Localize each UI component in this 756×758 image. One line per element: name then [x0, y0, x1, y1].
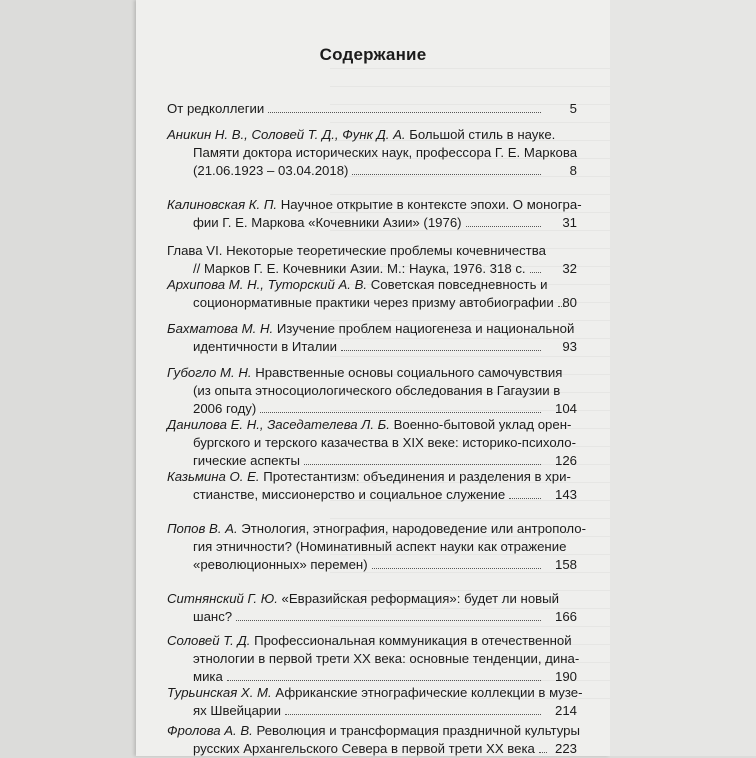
toc-entry-line: [167, 702, 577, 720]
toc-page-number: 80: [562, 294, 577, 310]
page-title: Содержание: [319, 45, 427, 64]
toc-entry-author: Попов В. А.: [167, 521, 238, 536]
toc-entry: [167, 416, 577, 469]
toc-entry-line: [167, 486, 577, 504]
toc-entry-line: [167, 668, 577, 686]
toc-entry-line: [167, 740, 577, 758]
dot-leader: [341, 349, 541, 351]
toc-entry-text: Военно-бытовой уклад орен-: [389, 417, 572, 432]
dot-leader: [530, 271, 541, 273]
toc-page-number: 214: [554, 702, 577, 718]
toc-entry-author: Соловей Т. Д.: [167, 633, 251, 648]
dot-leader: [509, 497, 541, 499]
dot-leader: [227, 679, 541, 681]
toc-entry-text: Нравственные основы социального самочувствия: [251, 365, 563, 380]
toc-entry-text: бургского и терского казачества в XIX веке: историко-психоло-: [193, 434, 576, 450]
toc-entry-line: [167, 590, 577, 608]
toc-page-number: 166: [554, 608, 577, 624]
toc-entry-text: Памяти доктора исторических наук, профессора Г. Е. Маркова: [193, 144, 578, 160]
toc-page-number: 158: [554, 556, 577, 572]
toc-entry: [167, 242, 577, 278]
toc-entry-line: [167, 126, 577, 144]
dot-leader: [466, 225, 541, 227]
toc-page-number: 104: [554, 400, 577, 416]
toc-entry-text: ях Швейцарии: [193, 702, 281, 718]
toc-entry-text: «Евразийская реформация»: будет ли новый: [277, 591, 559, 606]
toc-entry-line: [167, 196, 582, 214]
toc-entry-text: (21.06.1923 – 03.04.2018): [193, 162, 349, 178]
toc-entry-author: Данилова Е. Н., Заседателева Л. Б.: [167, 417, 390, 432]
toc-entry-line: [167, 260, 577, 278]
toc-entry-text: фии Г. Е. Маркова «Кочевники Азии» (1976): [193, 214, 462, 230]
toc-entry-line: [167, 538, 577, 556]
toc-entry: [167, 276, 577, 312]
dot-leader: [260, 411, 541, 413]
toc-entry-line: [167, 242, 577, 260]
toc-entry: [167, 320, 577, 356]
toc-entry-line: [167, 320, 577, 338]
toc-entry-line: [167, 468, 577, 486]
toc-entry: [167, 100, 577, 118]
toc-entry-author: Бахматова М. Н.: [167, 321, 274, 336]
toc-entry-line: [167, 214, 577, 232]
dot-leader: [539, 751, 547, 753]
toc-entry-text: Глава VI. Некоторые теоретические проблемы кочевничества: [167, 243, 546, 258]
toc-entry-line: [167, 416, 577, 434]
toc-entry-author: Ситнянский Г. Ю.: [167, 591, 278, 606]
toc-entry: [167, 364, 577, 417]
toc-entry-author: Калиновская К. П.: [167, 197, 278, 212]
toc-entry-line: [167, 632, 577, 650]
toc-page-number: 93: [562, 338, 577, 354]
toc-page-number: 8: [569, 162, 577, 178]
toc-entry-line: [167, 452, 577, 470]
toc-entry: [167, 468, 577, 504]
toc-entry-text: // Марков Г. Е. Кочевники Азии. М.: Наука, 1976. 318 с.: [193, 260, 526, 276]
toc-entry-text: Этнология, этнография, народоведение или антрополо-: [237, 521, 586, 536]
toc-entry-text: Большой стиль в науке.: [405, 127, 556, 142]
toc-entry-line: [167, 162, 577, 180]
toc-entry-text: русских Архангельского Севера в первой трети XX века: [193, 740, 535, 756]
toc-entry-author: Казьмина О. Е.: [167, 469, 260, 484]
toc-page-number: 190: [554, 668, 577, 684]
toc-entry: [167, 590, 577, 626]
toc-entry: [167, 196, 582, 232]
toc-entry-line: [167, 722, 580, 740]
toc-entry-line: [167, 400, 577, 418]
toc-entry-line: [167, 144, 577, 162]
toc-entry-text: шанс?: [193, 608, 233, 624]
facing-page-edge: [610, 0, 756, 756]
toc-entry-text: Африканские этнографические коллекции в музе-: [271, 685, 583, 700]
toc-entry-text: Советская повседневность и: [367, 277, 548, 292]
toc-page-number: 31: [562, 214, 577, 230]
toc-entry-line: [167, 364, 577, 382]
toc-page-number: 5: [569, 101, 577, 116]
toc-entry-line: [167, 338, 577, 356]
toc-entry-author: Турьинская Х. М.: [167, 685, 272, 700]
toc-page-number: 223: [554, 740, 577, 756]
toc-entry-text: Протестантизм: объединения и разделения в хри-: [259, 469, 571, 484]
toc-entry: [167, 126, 577, 179]
toc-entry: [167, 520, 586, 573]
toc-entry-author: Фролова А. В.: [167, 723, 253, 738]
toc-entry-text: 2006 году): [193, 400, 257, 416]
toc-entry-line: [167, 276, 577, 294]
toc-entry-text: гия этничности? (Номинативный аспект науки как отражение: [193, 538, 567, 554]
toc-entry-text: «революционных» перемен): [193, 556, 368, 572]
toc-entry-line: [167, 556, 577, 574]
toc-entry-text: соционормативные практики через призму автобиографии: [193, 294, 554, 310]
toc-entry-line: [167, 434, 577, 452]
toc-entry: [167, 722, 580, 758]
toc-entry: [167, 632, 580, 685]
toc-page-number: 32: [562, 260, 577, 276]
toc-entry-text: (из опыта этносоциологического обследования в Гагаузии в: [193, 382, 561, 398]
toc-entry-line: [167, 520, 586, 538]
dot-leader: [268, 111, 541, 113]
toc-entry-line: [167, 684, 583, 702]
toc-entry-author: Аникин Н. В., Соловей Т. Д., Функ Д. А.: [167, 127, 406, 142]
toc-entry-line: [167, 100, 577, 118]
toc-entry-author: Губогло М. Н.: [167, 365, 252, 380]
toc-entry-text: Изучение проблем нациогенеза и национальной: [273, 321, 575, 336]
dot-leader: [285, 713, 541, 715]
toc-entry: [167, 684, 583, 720]
toc-entry-line: [167, 294, 577, 312]
toc-entry-line: [167, 382, 577, 400]
toc-entry-text: От редколлегии: [167, 101, 265, 116]
toc-entry-line: [167, 650, 580, 668]
toc-entry-author: Архипова М. Н., Туторский А. В.: [167, 277, 368, 292]
toc-entry-text: мика: [193, 668, 223, 684]
toc-entry-text: Революция и трансформация праздничной культуры: [252, 723, 580, 738]
toc-entry-text: гические аспекты: [193, 452, 300, 468]
toc-entry-text: этнологии в первой трети XX века: основные тенденции, дина-: [193, 650, 580, 666]
toc-entry-text: стианстве, миссионерство и социальное служение: [193, 486, 506, 502]
toc-page-number: 126: [554, 452, 577, 468]
toc-entry-text: Профессиональная коммуникация в отечественной: [250, 633, 572, 648]
toc-entry-text: Научное открытие в контексте эпохи. О моногра-: [277, 197, 582, 212]
dot-leader: [352, 173, 541, 175]
toc-page-number: 143: [554, 486, 577, 502]
dot-leader: [304, 463, 541, 465]
dot-leader: [236, 619, 541, 621]
dot-leader: [372, 567, 541, 569]
toc-entry-text: идентичности в Италии: [193, 338, 338, 354]
toc-entry-line: [167, 608, 577, 626]
